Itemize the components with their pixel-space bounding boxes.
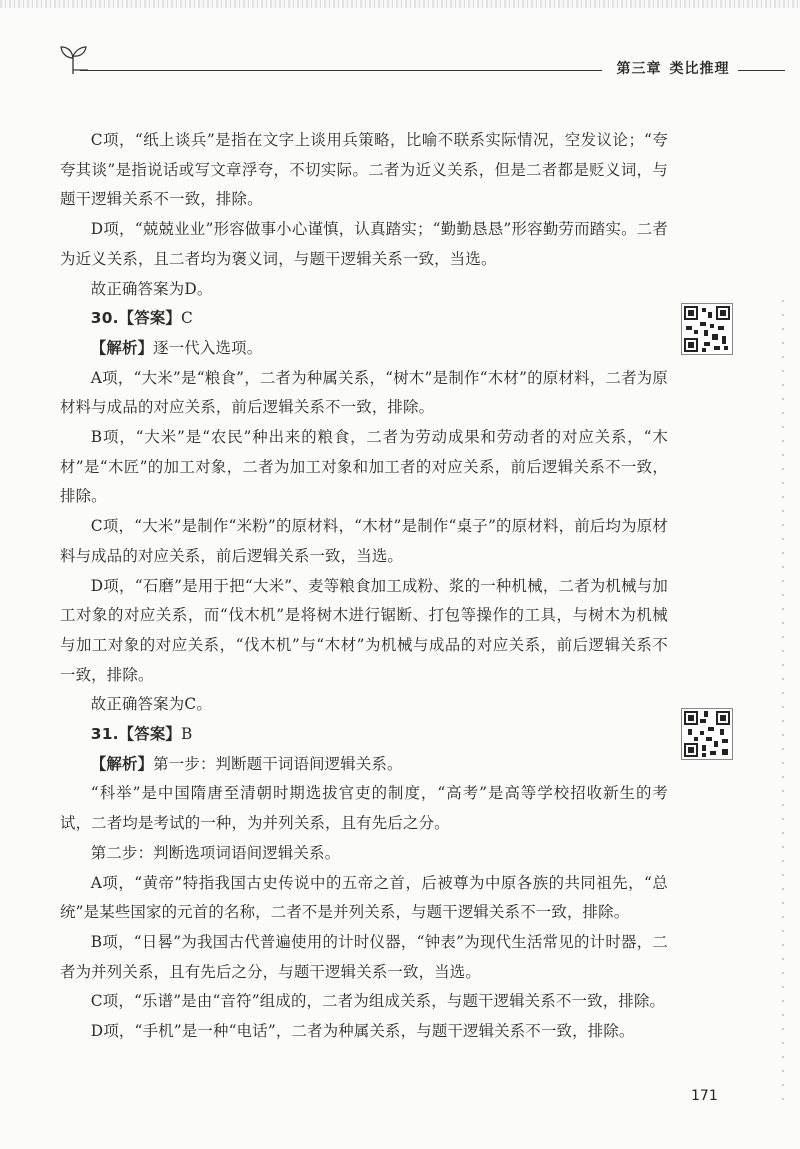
paragraph: B项，“日晷”为我国古代普遍使用的计时仪器，“钟表”为现代生活常见的计时器，二者为并列关系，且有先后之分，与题干逻辑关系一致，当选。 [60,932,668,981]
analysis-text: 第一步：判断题干词语间逻辑关系。 [153,754,403,773]
paragraph: D项，“石磨”是用于把“大米”、麦等粮食加工成粉、浆的一种机械，二者为机械与加工对象的对应关系，而“伐木机”是将树木进行锯断、打包等操作的工具，与树木为机械与加工对象的对应关系，“伐木机”与“木材”为机械与成品的对应关系，前后逻辑关系不一致，排除。 [60,576,668,684]
paragraph: B项，“大米”是“农民”种出来的粮食，二者为劳动成果和劳动者的对应关系，“木材”是“木匠”的加工对象，二者为加工对象和加工者的对应关系，前后逻辑关系不一致，排除。 [60,428,668,506]
answer-value: B [181,725,193,744]
header-rule [80,70,648,71]
page-number: 171 [691,1088,718,1104]
analysis-line [60,334,668,364]
paragraph: D项，“兢兢业业”形容做事小心谨慎，认真踏实；“勤勤恳恳”形容勤劳而踏实。二者为近义关系，且二者均为褒义词，与题干逻辑关系一致，当选。 [60,220,668,268]
paragraph: 故正确答案为D。 [90,279,213,298]
analysis-line [60,750,668,780]
chapter-section: 类比推理 [669,61,730,77]
answer-line [60,720,668,750]
paragraph: D项，“手机”是一种“电话”，二者为种属关系，与题干逻辑关系不一致，排除。 [90,1022,635,1041]
page-header [50,42,785,82]
paragraph: C项，“大米”是制作“米粉”的原材料，“木材”是制作“桌子”的原材料，前后均为原材料与成品的对应关系，前后逻辑关系一致，当选。 [60,517,668,565]
answer-value: C [181,309,194,328]
page-body [60,126,668,1047]
paragraph: 故正确答案为C。 [90,695,212,714]
paragraph: C项，“纸上谈兵”是指在文字上谈用兵策略，比喻不联系实际情况，空发议论；“夸夸其谈”是指说话或写文章浮夸，不切实际。二者为近义关系，但是二者都是贬义词，与题干逻辑关系不一致，排除。 [60,131,668,209]
answer-label: 30.【答案】 [90,309,182,328]
qr-code-icon[interactable] [681,303,733,355]
analysis-text: 逐一代入选项。 [153,338,263,357]
paragraph: C项，“乐谱”是由“音符”组成的，二者为组成关系，与题干逻辑关系不一致，排除。 [90,992,666,1011]
answer-label: 31.【答案】 [90,725,182,744]
scan-edge [0,0,800,8]
paragraph: A项，“大米”是“粮食”，二者为种属关系，“树木”是制作“木材”的原材料，二者为原材料与成品的对应关系，前后逻辑关系不一致，排除。 [60,368,668,417]
qr-code-icon[interactable] [681,708,733,760]
chapter-number: 第三章 [616,61,662,77]
chapter-title [602,58,744,78]
answer-line [60,304,668,334]
scan-margin [782,300,784,1100]
header-rule-right [738,70,785,71]
analysis-label: 【解析】 [90,754,154,773]
paragraph: 第二步：判断选项词语间逻辑关系。 [90,843,341,862]
paragraph: A项，“黄帝”特指我国古史传说中的五帝之首，后被尊为中原各族的共同祖先，“总统”是某些国家的元首的名称，二者不是并列关系，与题干逻辑关系不一致，排除。 [60,873,668,922]
analysis-label: 【解析】 [90,338,154,357]
paragraph: “科举”是中国隋唐至清朝时期选拔官吏的制度，“高考”是高等学校招收新生的考试，二者均是考试的一种，为并列关系，且有先后之分。 [60,784,668,833]
